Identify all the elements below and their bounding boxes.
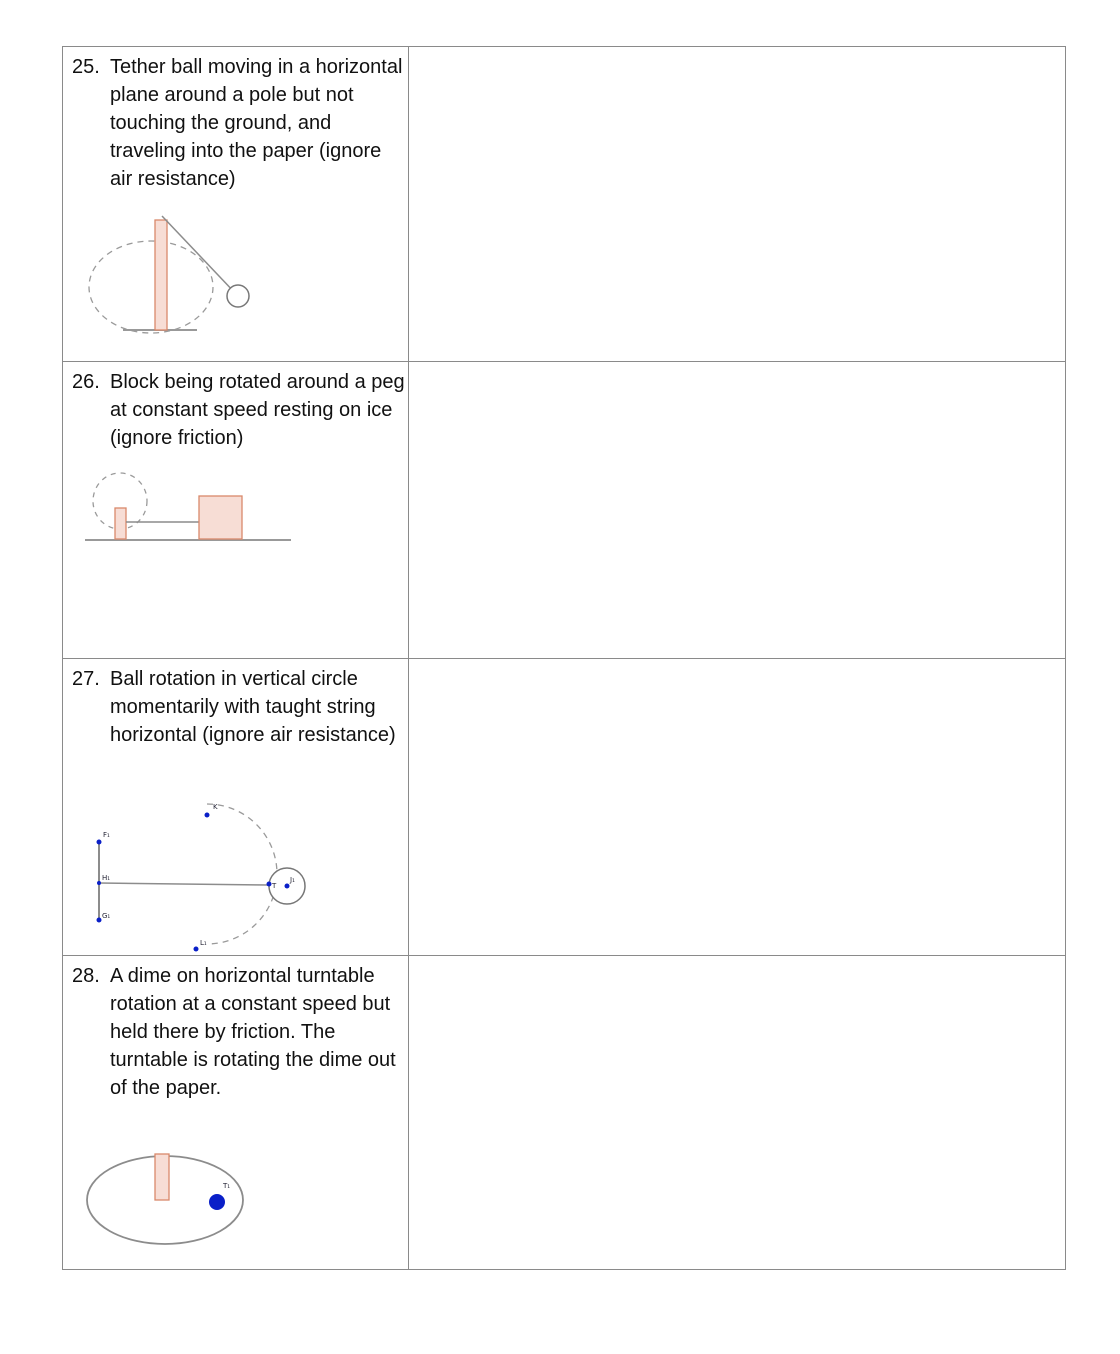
- spindle: [155, 1154, 169, 1200]
- block-peg-diagram: [63, 462, 303, 552]
- table-row: [62, 46, 1066, 362]
- question-cell: [62, 361, 409, 659]
- question-text: A dime on horizontal turntable rotation at a constant speed but held there by friction. The turntable is rotating the dime out of the paper.: [110, 965, 396, 1099]
- block: [199, 496, 242, 539]
- answer-cell[interactable]: [408, 361, 1066, 659]
- label-t: T: [272, 882, 277, 890]
- label-f: F₁: [103, 831, 110, 839]
- vertical-circle-diagram: [63, 779, 323, 947]
- label-j: J₁: [290, 876, 295, 884]
- table-row: [62, 658, 1066, 956]
- string: [99, 883, 269, 885]
- label-l: L₁: [200, 939, 207, 947]
- label-t: T₁: [223, 1182, 231, 1190]
- point-k: [205, 813, 210, 818]
- point-j: [285, 884, 290, 889]
- turntable-diagram: [63, 1146, 283, 1256]
- question-cell: [62, 46, 409, 362]
- question-text: Ball rotation in vertical circle momentarily with taught string horizontal (ignore air resistance): [110, 668, 396, 746]
- tether-ball: [227, 285, 249, 307]
- tetherball-diagram: [63, 207, 283, 347]
- point-t: [267, 882, 272, 887]
- question-text: Block being rotated around a peg at constant speed resting on ice (ignore friction): [110, 371, 405, 449]
- question-number: 26.: [72, 371, 100, 393]
- question-number: 27.: [72, 668, 100, 690]
- answer-cell[interactable]: [408, 955, 1066, 1270]
- question-text: Tether ball moving in a horizontal plane around a pole but not touching the ground, and traveling into the paper (ignore air resistance): [110, 56, 403, 190]
- orbit-path: [89, 241, 213, 333]
- question-number: 28.: [72, 965, 100, 987]
- label-k: K: [213, 803, 218, 811]
- worksheet-table: [62, 46, 1066, 1270]
- tether-string: [162, 216, 237, 295]
- label-h: H₁: [102, 874, 111, 882]
- label-g: G₁: [102, 912, 111, 920]
- question-number: 25.: [72, 56, 100, 78]
- dime: [209, 1194, 225, 1210]
- pole: [155, 220, 167, 330]
- vertical-circle-path: [207, 804, 277, 944]
- point-l: [194, 947, 199, 952]
- point-f: [97, 840, 102, 845]
- question-cell: [62, 955, 409, 1270]
- peg: [115, 508, 126, 539]
- answer-cell[interactable]: [408, 658, 1066, 956]
- point-g: [97, 918, 102, 923]
- answer-cell[interactable]: [408, 46, 1066, 362]
- question-cell: [62, 658, 409, 956]
- table-row: [62, 955, 1066, 1270]
- table-row: [62, 361, 1066, 659]
- point-h: [97, 881, 101, 885]
